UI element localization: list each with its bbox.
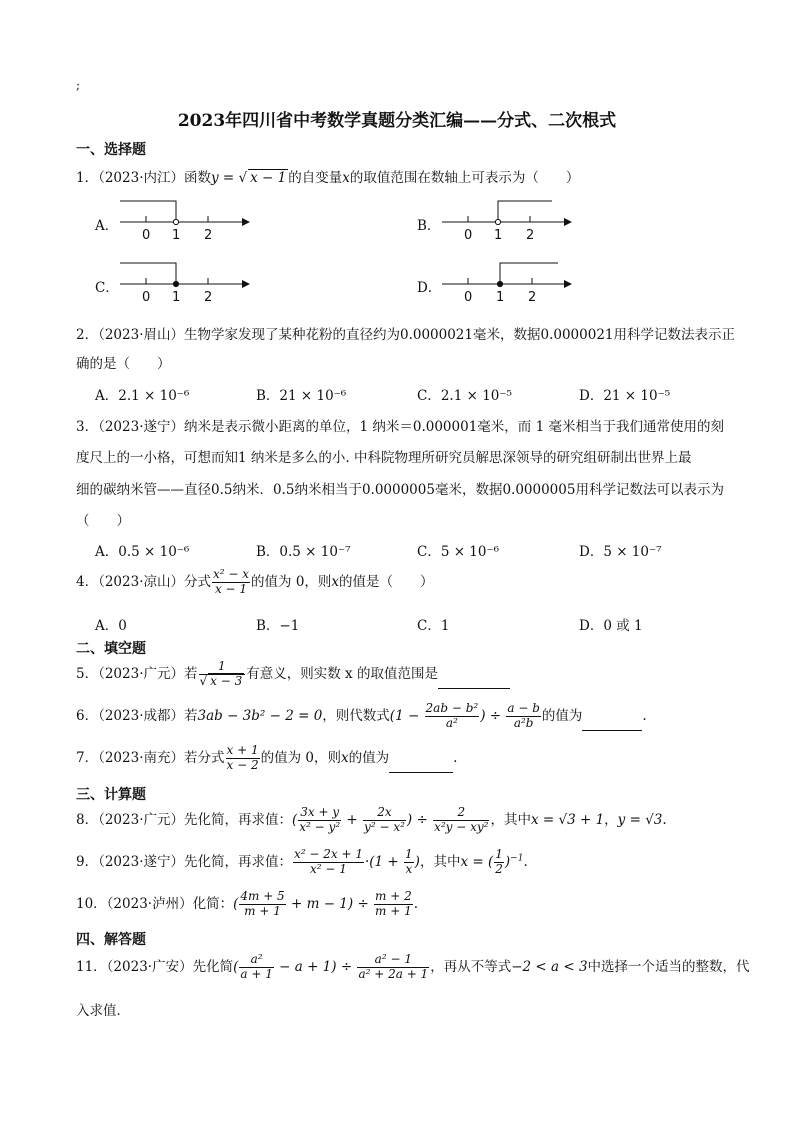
q7-end: . [453,749,458,766]
q9-fraction-3 [494,848,504,877]
q1-option-a-label: A． [95,218,119,234]
q8-fraction-1 [298,806,341,835]
q10-fraction-1 [239,890,285,919]
q8-prefix: 8．（2023·广元）先化简，再求值： [76,811,292,828]
q11-f2-numerator: a² − 1 [357,953,429,968]
q11-expr-2: − a + 1) ÷ [274,958,357,975]
q9-expr-2: ) [414,853,420,870]
q7-mid: 的值为 0，则 [260,749,341,766]
q1-mid: 的自变量 [288,170,343,186]
tick-0: 0 [464,290,473,305]
q8-sep: ， [604,811,618,828]
question-9 [76,848,528,877]
q8-expr-1: ( [292,811,298,828]
q4-tail: 的值是（ ） [339,573,434,590]
q11-f1-denominator: a + 1 [240,966,273,981]
question-2-line-1: 2．（2023·眉山）生物学家发现了某种花粉的直径约为0.0000021毫米，数据0.0000021用科学记数法表示正 [76,327,735,343]
q8-f3-denominator: x²y − xy² [434,819,489,834]
q4-option-d: D．0 或 1 [579,618,643,634]
tick-0: 0 [142,228,151,243]
q11-fraction-1 [239,953,273,982]
q9-f2-denominator: x [405,861,413,876]
q3-option-d: D．5 × 10⁻⁷ [579,544,662,560]
q10-fraction-2 [374,890,413,919]
q6-expr-2: ) ÷ [480,707,506,724]
q7-numerator: x + 1 [226,743,259,757]
question-11-line-2: 入求值． [76,1003,130,1019]
question-10 [76,890,418,919]
q6-condition: 3ab − 3b² − 2 = 0 [197,707,323,724]
q7-denominator: x − 2 [226,757,259,772]
q9-f3-denominator: 2 [495,861,503,876]
q9-f1-numerator: x² − 2x + 1 [294,847,363,861]
q1-option-c-label: C． [95,280,119,296]
tick-1: 1 [172,228,181,243]
q8-expr-2: + [342,811,363,828]
tick-0: 0 [464,228,473,243]
question-11-line-1 [76,953,750,982]
q8-f2-numerator: 2x [363,806,406,821]
q11-inequality: −2 < a < 3 [511,958,588,975]
q1-radicand: x − 1 [250,170,287,186]
q7-prefix: 7．（2023·南充）若分式 [76,749,225,766]
q5-numerator: 1 [199,660,246,675]
question-6 [76,702,647,731]
q4-numerator: x² − x [213,567,250,581]
q1-y: y = [211,170,239,186]
q9-x-value: x = ( [460,853,494,870]
q4-denominator: x − 1 [214,581,248,596]
q6-fraction-1 [425,702,480,731]
q1-option-b-label: B． [417,218,441,234]
tick-2: 2 [526,228,535,243]
tick-1: 1 [496,290,505,305]
question-3-line-4: （ ） [76,513,130,529]
q1-option-a-numberline [118,196,253,246]
q4-option-b: B．−1 [256,618,300,634]
q8-f3-numerator: 2 [433,806,489,821]
q6-expr-1: (1 − [389,707,424,724]
q8-f1-denominator: x² − y² [299,819,341,834]
q5-tail: 有意义，则实数 x 的取值范围是 [246,665,438,682]
q7-tail: 的值为 [348,749,390,766]
q11-f2-denominator: a² + 2a + 1 [358,966,429,981]
question-4 [76,568,434,597]
q10-f2-numerator: m + 2 [375,889,412,903]
q1-option-c-numberline [118,258,253,308]
q2-option-c: C．2.1 × 10⁻⁵ [417,388,512,404]
q11-tail: 中选择一个适当的整数，代 [587,958,750,975]
q9-fraction-1 [293,848,364,877]
q9-f2-numerator: 1 [405,847,413,861]
q3-option-b: B．0.5 × 10⁻⁷ [256,544,351,560]
q10-end: . [413,895,419,912]
q11-fraction-2 [357,953,429,982]
section-heading-answer: 四、解答题 [76,932,146,948]
q8-mid: ，其中 [490,811,531,828]
tick-2: 2 [204,290,213,305]
q11-mid: ，再从不等式 [430,958,512,975]
q7-answer-blank[interactable] [389,772,453,773]
q6-answer-blank[interactable] [582,730,642,731]
q10-f2-denominator: m + 1 [375,903,412,918]
q6-tail: 的值为 [541,707,583,724]
q8-end: . [662,811,667,828]
question-7 [76,744,457,773]
q7-x: x [340,749,349,766]
q6-f1-numerator: 2ab − b² [425,701,479,715]
q4-option-c: C．1 [417,618,450,634]
question-3-line-2: 度尺上的一小格，可想而知1 纳米是多么的小. 中科院物理所研究员解思深领导的研究组研制出世界上最 [76,450,692,466]
q1-option-d-label: D． [417,280,442,296]
q4-x: x [331,573,340,590]
q4-option-a: A．0 [95,618,127,634]
q1-x: x [342,170,350,186]
q8-x-value: x = √3 + 1 [530,811,605,828]
q8-f2-denominator: y² − x² [364,819,405,834]
question-2-line-2: 确的是（ ） [76,356,171,372]
q8-fraction-3 [433,806,489,835]
q5-denominator: √ x − 3 [199,673,243,688]
section-heading-calc: 三、计算题 [76,787,146,803]
q6-fraction-2 [506,702,541,731]
q11-expr-1: ( [233,958,239,975]
tick-2: 2 [528,290,537,305]
q2-option-d: D．21 × 10⁻⁵ [579,388,671,404]
q1-option-b-numberline [440,196,575,246]
q6-end: . [642,707,647,724]
question-3-line-3: 细的碳纳米管——直径0.5纳米．0.5纳米相当于0.0000005毫米，数据0.0000005用科学记数法可以表示为 [76,482,724,498]
q9-f1-denominator: x² − 1 [310,861,347,876]
q6-mid: ，则代数式 [322,707,390,724]
q10-f1-denominator: m + 1 [244,903,281,918]
q8-y-value: y = √3 [617,811,663,828]
q6-prefix: 6．（2023·成都）若 [76,707,198,724]
q2-option-a: A．2.1 × 10⁻⁶ [95,388,190,404]
page-title: 2023年四川省中考数学真题分类汇编——分式、二次根式 [177,111,617,131]
q9-fraction-2 [404,848,414,877]
q8-fraction-2 [363,806,406,835]
q1-tail: 的取值范围在数轴上可表示为（ ） [349,170,580,186]
q3-option-c: C．5 × 10⁻⁶ [417,544,500,560]
q9-exponent: −1 [510,853,524,864]
question-1 [76,166,579,186]
q2-option-b: B．21 × 10⁻⁶ [256,388,347,404]
q10-prefix: 10．（2023·泸州）化简： [76,895,234,912]
q9-f3-numerator: 1 [495,847,503,861]
stray-semicolon: ; [76,78,81,92]
q11-f1-numerator: a² [239,953,273,968]
q8-f1-numerator: 3x + y [300,805,340,819]
q1-prefix: 1．（2023·内江）函数 [76,170,211,186]
q9-prefix: 9．（2023·遂宁）先化简，再求值： [76,853,292,870]
q5-answer-blank[interactable] [438,688,510,689]
q4-prefix: 4．（2023·凉山）分式 [76,573,211,590]
q9-end: . [523,853,528,870]
q9-mid: ，其中 [419,853,461,870]
q5-radicand: x − 3 [210,673,243,688]
question-3-line-1: 3．（2023·遂宁）纳米是表示微小距离的单位，1 纳米＝0.000001毫米，而 1 毫米相当于我们通常使用的刻 [76,419,724,435]
tick-0: 0 [142,290,151,305]
question-8 [76,806,667,835]
q1-option-d-numberline [440,258,575,308]
section-heading-fill: 二、填空题 [76,641,146,657]
q6-f2-numerator: a − b [507,701,540,715]
question-5 [76,660,510,689]
q10-f1-numerator: 4m + 5 [240,889,285,903]
q11-prefix: 11．（2023·广安）先化简 [76,958,234,975]
q1-sqrt-sign: √ [238,170,248,186]
q3-option-a: A．0.5 × 10⁻⁶ [95,544,190,560]
q10-expr-2: + m − 1) ÷ [286,895,374,912]
q9-expr-1: ·(1 + [364,853,404,870]
q5-prefix: 5．（2023·广元）若 [76,665,198,682]
q6-f2-denominator: a²b [513,715,534,730]
q8-expr-3: ) ÷ [406,811,433,828]
section-heading-choice: 一、选择题 [76,142,146,158]
tick-2: 2 [204,228,213,243]
q4-mid: 的值为 0，则 [251,573,332,590]
q7-fraction [226,744,260,773]
tick-1: 1 [172,290,181,305]
q9-expr-3: ) [504,853,511,870]
q4-fraction [212,568,250,597]
tick-1: 1 [494,228,503,243]
q6-f1-denominator: a² [445,715,458,730]
q5-fraction [199,660,246,689]
q10-expr-1: ( [233,895,239,912]
